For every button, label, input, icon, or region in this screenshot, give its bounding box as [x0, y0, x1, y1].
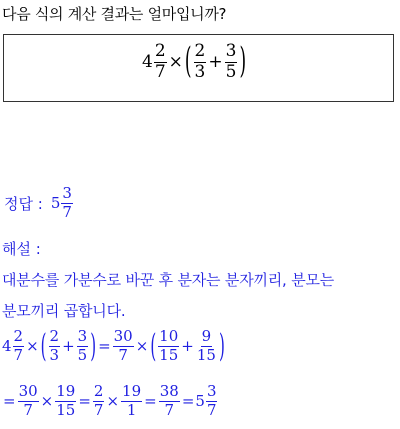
- answer-label: 정답 :: [4, 194, 43, 213]
- times-sign: ×: [106, 392, 120, 411]
- fraction: $\frac{2}{3}$: [194, 41, 206, 82]
- fraction: $\frac{2}{7}$: [93, 382, 104, 419]
- equals-sign: =: [98, 337, 111, 356]
- explanation-heading: 해설 :: [2, 240, 41, 258]
- fraction: $\frac{3}{5}$: [225, 41, 237, 82]
- mixed-whole: 4: [2, 337, 12, 356]
- right-paren: ): [90, 327, 97, 366]
- fraction: $\frac{2}{7}$: [13, 327, 24, 364]
- plus-sign: +: [208, 52, 223, 73]
- plus-sign: +: [62, 337, 75, 356]
- answer-line: [4, 186, 74, 221]
- equals-sign: =: [78, 392, 91, 411]
- equals-sign: =: [144, 392, 157, 411]
- mixed-whole: 5: [195, 392, 205, 411]
- right-paren: ): [239, 41, 247, 84]
- times-sign: ×: [168, 52, 183, 73]
- left-paren: (: [40, 327, 47, 366]
- fraction: $\frac{38}{7}$: [159, 382, 179, 419]
- fraction: $\frac{30}{7}$: [18, 382, 38, 419]
- times-sign: ×: [26, 337, 39, 356]
- equals-sign: =: [3, 392, 16, 411]
- fraction: $\frac{9}{15}$: [196, 327, 216, 364]
- question-text: 다음 식의 계산 결과는 얼마입니까?: [2, 5, 227, 23]
- fraction: $\frac{30}{7}$: [113, 327, 133, 364]
- left-paren: (: [184, 41, 192, 84]
- plus-sign: +: [181, 337, 194, 356]
- answer-whole: 5: [50, 194, 61, 213]
- problem-expression: [142, 43, 247, 82]
- problem-box: [3, 34, 394, 102]
- fraction: $\frac{19}{15}$: [56, 382, 76, 419]
- times-sign: ×: [40, 392, 54, 411]
- answer-fraction: $\frac{3}{7}$: [62, 184, 72, 221]
- fraction: $\frac{10}{15}$: [159, 327, 179, 364]
- mixed-whole: 4: [142, 52, 153, 73]
- explanation-line-2: 분모끼리 곱합니다.: [2, 302, 126, 320]
- equals-sign: =: [181, 392, 195, 411]
- left-paren: (: [150, 327, 157, 366]
- fraction: $\frac{3}{7}$: [206, 382, 217, 419]
- fraction: $\frac{3}{5}$: [77, 327, 88, 364]
- fraction: $\frac{2}{7}$: [154, 41, 166, 82]
- explanation-step-2: [2, 384, 218, 419]
- fraction: $\frac{19}{1}$: [122, 382, 142, 419]
- right-paren: ): [218, 327, 225, 366]
- fraction: $\frac{2}{3}$: [49, 327, 60, 364]
- explanation-step-1: [2, 329, 226, 364]
- times-sign: ×: [135, 337, 149, 356]
- explanation-line-1: 대분수를 가분수로 바꾼 후 분자는 분자끼리, 분모는: [2, 271, 335, 289]
